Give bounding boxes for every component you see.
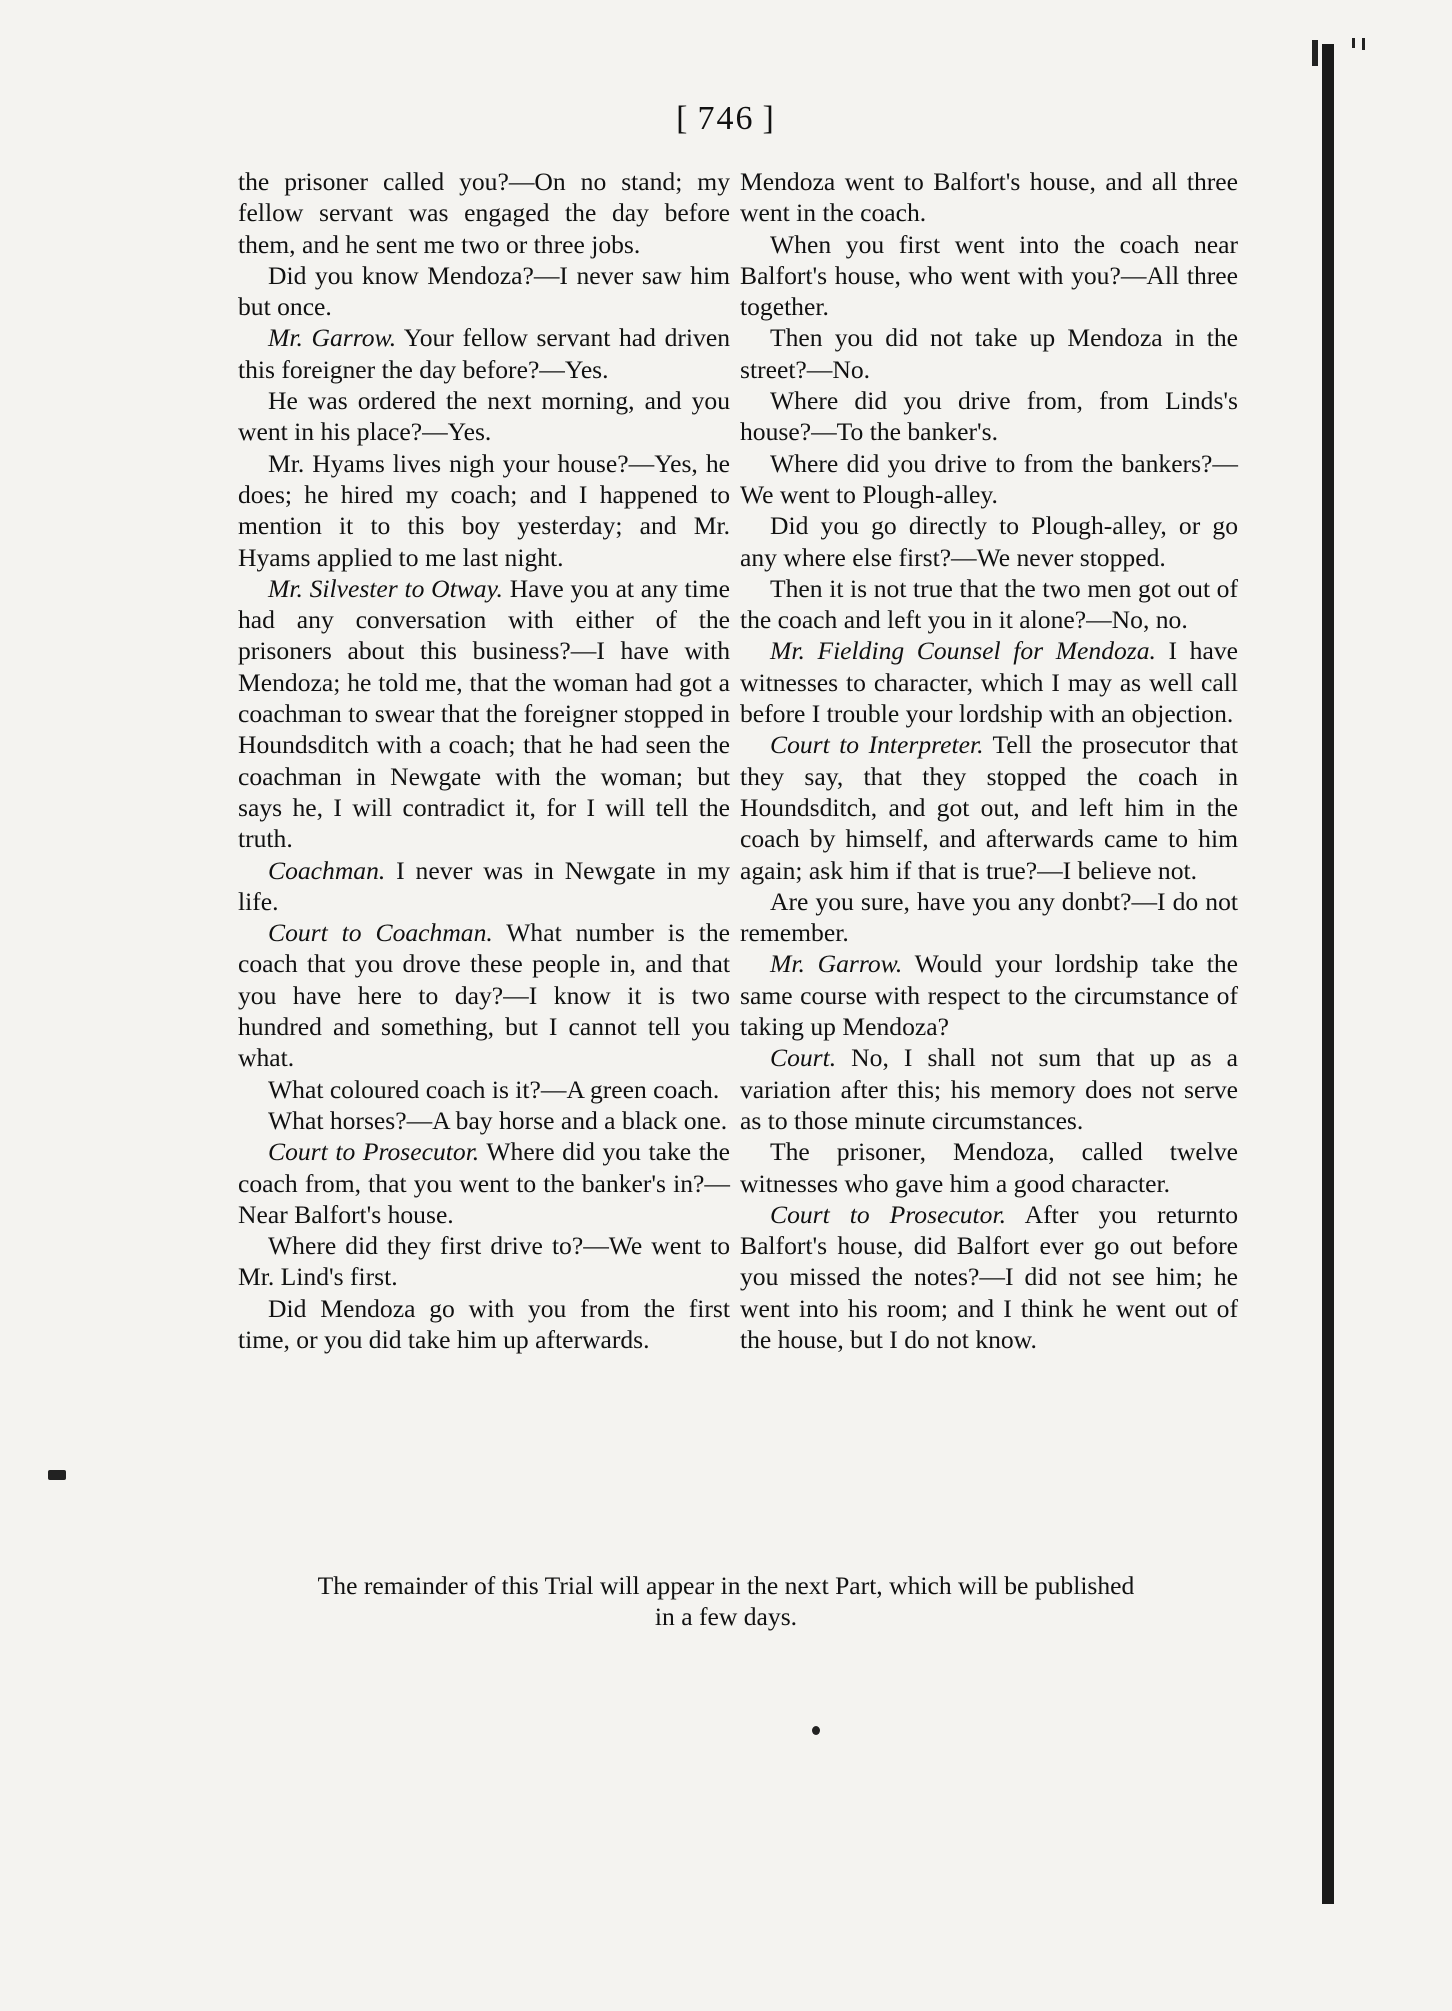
paragraph-text: The prisoner, Mendoza, called twelve witnesses who gave him a good character. [740,1137,1238,1198]
paragraph [238,1136,730,1230]
paragraph-text: Where did you drive from, from Linds's house?—To the banker's. [740,386,1238,447]
speaker-label: Mr. Garrow. [268,323,397,353]
paragraph-text: What horses?—A bay horse and a black one. [268,1105,728,1135]
paragraph [740,729,1238,885]
speaker-label: Mr. Silvester to Otway. [268,573,503,603]
paragraph-text: After you returnto Balfort's house, did Balfort ever go out before you missed the notes?—I did not see him; he went into his room; and I think he went out of the house, but I do not know. [740,1199,1238,1354]
paragraph-text: Your fellow servant had driven this foreigner the day before?—Yes. [238,323,730,384]
paragraph-text: Where did they first drive to?—We went to Mr. Lind's first. [238,1231,730,1292]
right-column [740,166,1238,1355]
continuation-line-1: The remainder of this Trial will appear in the next Part, which will be published [317,1571,1135,1600]
paragraph-text: the prisoner called you?—On no stand; my fellow servant was engaged the day before them, and he sent me two or three jobs. [238,167,730,259]
paragraph [238,260,730,323]
paragraph-text: Then it is not true that the two men got out of the coach and left you in it alone?—No, no. [740,573,1238,635]
paragraph-text: Where did you drive to from the bankers?—We went to Plough-alley. [740,448,1238,509]
paragraph [740,1136,1238,1199]
continuation-line-2: in a few days. [654,1602,798,1631]
paragraph-text: Mendoza went to Balfort's house, and all three went in the coach. [740,167,1238,228]
paragraph [238,855,730,918]
paragraph [740,635,1238,729]
page-number: 746 [697,100,755,137]
paragraph-text: Have you at any time had any conversation with either of the prisoners about this business?—I have with Mendoza; he told me, that the woman had got a coachman to swear that the foreigner stopped in Houndsditch with a coach; that he had seen the coachman in Newgate with the woman; but says he, I will contradict it, for I will tell the truth. [238,573,730,854]
left-column [238,166,730,1355]
paragraph [238,1105,730,1136]
paragraph [740,948,1238,1042]
paragraph-text: Where did you take the coach from, that you went to the banker's in?—Near Balfort's house. [238,1137,730,1229]
paragraph [740,166,1238,229]
header-bracket-right: ] [762,100,776,137]
edge-speck [1312,40,1318,66]
paragraph [238,385,730,448]
paragraph-text: What number is the coach that you drove these people in, and that you have here to day?—I know it is two hundred and something, but I cannot tell you what. [238,918,730,1073]
paragraph [238,1074,730,1105]
paragraph [238,448,730,573]
speaker-label: Court. [770,1043,837,1073]
paragraph-text: Mr. Hyams lives nigh your house?—Yes, he does; he hired my coach; and I happened to mention it to this boy yesterday; and Mr. Hyams applied to me last night. [238,448,730,572]
paragraph [740,385,1238,448]
paragraph [740,322,1238,385]
paragraph [740,1199,1238,1355]
paragraph [238,322,730,385]
paragraph-text: When you first went into the coach near Balfort's house, who went with you?—All three together. [740,229,1238,322]
continuation-notice [200,1570,1252,1632]
paragraph [740,229,1238,323]
ink-blot [48,1470,66,1480]
paragraph [238,917,730,1073]
paragraph [740,448,1238,511]
paragraph-text: What coloured coach is it?—A green coach. [268,1074,720,1104]
header-bracket-left: [ [676,100,690,137]
edge-speck [1362,38,1365,50]
page-header [0,100,1452,138]
paragraph-text: No, I shall not sum that up as a variation after this; his memory does not serve as to those minute circumstances. [740,1043,1238,1135]
page-edge-bar [1322,44,1334,1904]
ink-dot [812,1726,820,1735]
paragraph-text: Did you go directly to Plough-alley, or go any where else first?—We never stopped. [740,511,1238,572]
paragraph [238,166,730,260]
paragraph [740,1042,1238,1136]
paragraph [740,510,1238,573]
paragraph-text: Did Mendoza go with you from the first time, or you did take him up afterwards. [238,1293,730,1354]
paragraph-text: Then you did not take up Mendoza in the street?—No. [740,323,1238,384]
paragraph [238,573,730,855]
paragraph [238,1230,730,1293]
speaker-label: Court to Prosecutor. [770,1199,1006,1229]
paragraph [740,573,1238,636]
paragraph-text: Would your lordship take the same course with respect to the circumstance of taking up Mendoza? [740,949,1239,1042]
paragraph [238,1293,730,1356]
paragraph-text: I have witnesses to character, which I may as well call before I trouble your lordship with an objection. [740,636,1238,729]
edge-speck [1352,38,1355,48]
speaker-label: Coachman. [268,855,386,885]
speaker-label: Court to Interpreter. [770,730,984,760]
paragraph [740,886,1238,949]
speaker-label: Court to Coachman. [268,918,493,948]
paragraph-text: Tell the prosecutor that they say, that they stopped the coach in Houndsditch, and got out, and left him in the coach by himself, and afterwards came to him again; ask him if that is true?—I believe not. [740,730,1238,885]
speaker-label: Court to Prosecutor. [268,1137,480,1167]
speaker-label: Mr. Garrow. [770,949,903,979]
paragraph-text: I never was in Newgate in my life. [238,855,730,916]
paragraph-text: Did you know Mendoza?—I never saw him but once. [238,260,730,322]
speaker-label: Mr. Fielding Counsel for Mendoza. [770,636,1156,666]
paragraph-text: He was ordered the next morning, and you went in his place?—Yes. [238,386,730,447]
paragraph-text: Are you sure, have you any donbt?—I do not remember. [740,886,1238,948]
